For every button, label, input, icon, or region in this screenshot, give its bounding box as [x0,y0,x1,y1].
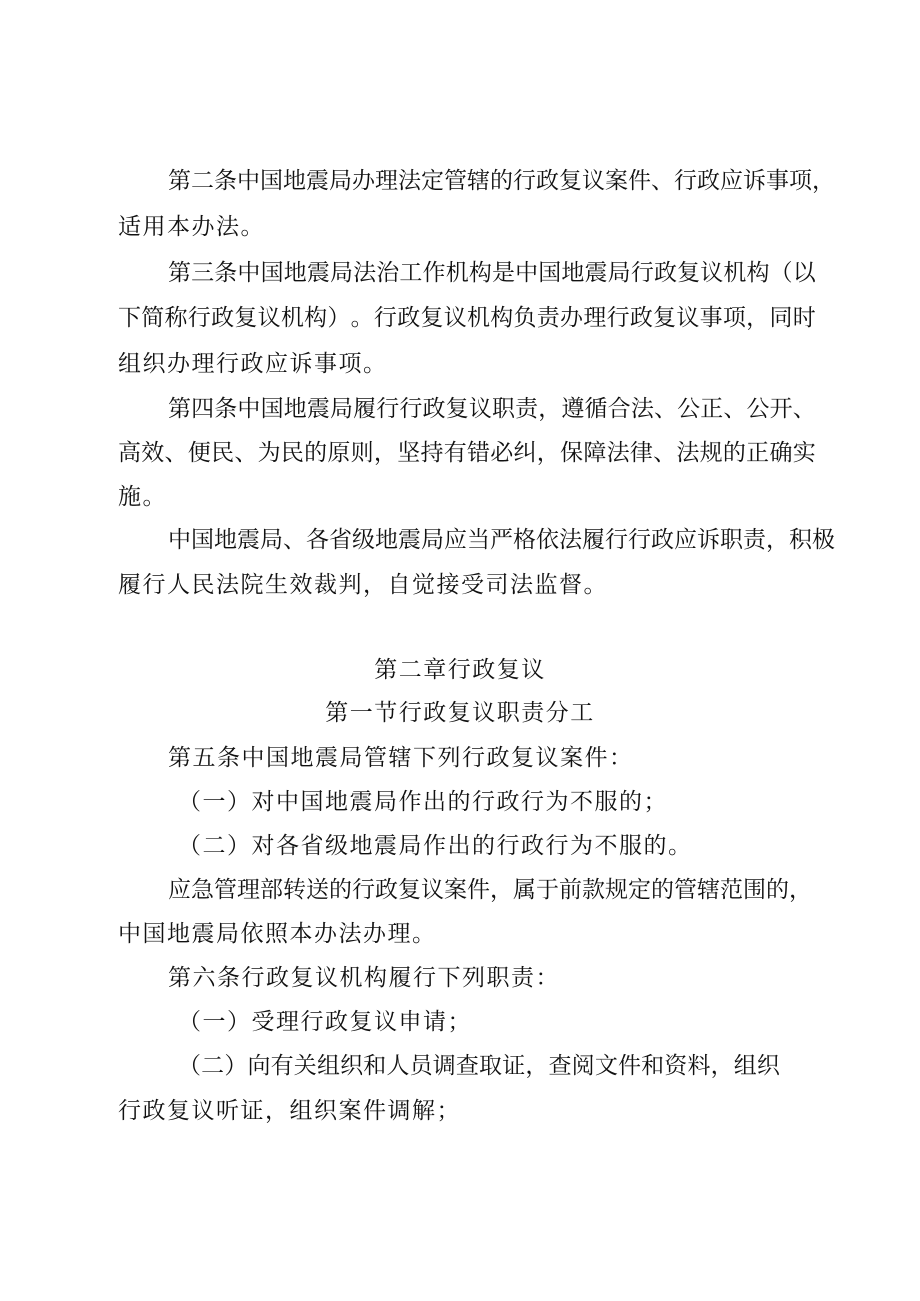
art5-intro: 第五条中国地震局管辖下列行政复议案件： [168,745,634,771]
art2-line-2: 适用本办法。 [118,214,265,240]
art6-item-2-line-1: （ 二 ） 向 有 关 组 织 和 人 员 调 查 取 证 ， 查 阅 文 件 和 资 料 ， 组 织 [178,1053,780,1079]
art4-line-2: 高 效 、 便 民 、 为 民 的 原 则 ， 坚 持 有 错 必 纠 ， 保 障 法 律 、 法 规 的 正 确 实 [118,440,816,466]
art4-para2-line-1: 中 国 地 震 局 、 各 省 级 地 震 局 应 当 严 格 依 法 履 行 行 政 应 诉 职 责 ， 积 极 [168,527,835,553]
art5-note-line-2: 中国地震局依照本办法办理。 [118,921,437,947]
art3-line-3: 组织办理行政应诉事项。 [118,351,388,377]
art5-item-1: （一）对中国地震局作出的行政行为不服的； [178,789,668,815]
art5-note-line-1: 应 急 管 理 部 转 送 的 行 政 复 议 案 件 ， 属 于 前 款 规 定 的 管 辖 范 围 的 ， [168,877,812,903]
art4-line-1: 第 四 条 中 国 地 震 局 履 行 行 政 复 议 职 责 ， 遵 循 合 法 、 公 正 、 公 开 、 [168,396,816,422]
chapter-title: 第二章行政复议 [374,657,546,683]
section-title: 第一节行政复议职责分工 [325,700,595,726]
art2-line-1: 第 二 条 中 国 地 震 局 办 理 法 定 管 辖 的 行 政 复 议 案 件 、 行 政 应 诉 事 项 ， [168,168,835,194]
art5-item-2: （二）对各省级地震局作出的行政行为不服的。 [178,833,693,859]
art4-line-3: 施。 [118,484,167,510]
art6-item-1: （一）受理行政复议申请； [178,1009,472,1035]
art3-line-2: 下 简 称 行 政 复 议 机 构 ） 。 行 政 复 议 机 构 负 责 办 理 行 政 复 议 事 项 ， 同 时 [118,305,816,331]
art4-para2-line-2: 履行人民法院生效裁判，自觉接受司法监督。 [118,572,608,598]
art6-intro: 第六条行政复议机构履行下列职责： [168,965,560,991]
art6-item-2-line-2: 行政复议听证，组织案件调解； [118,1098,461,1124]
art3-line-1: 第 三 条 中 国 地 震 局 法 治 工 作 机 构 是 中 国 地 震 局 行 政 复 议 机 构 （ 以 [168,260,816,286]
